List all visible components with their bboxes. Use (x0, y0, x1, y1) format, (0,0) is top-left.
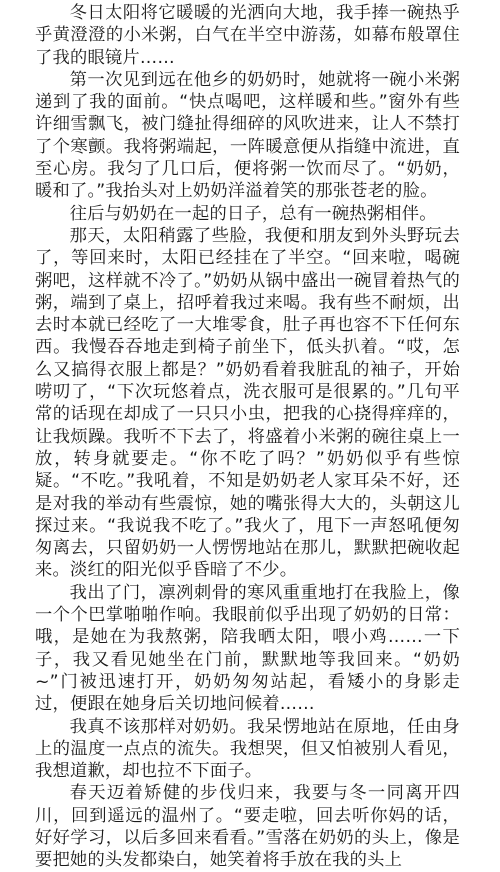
paragraph-2: 第一次见到远在他乡的奶奶时，她就将一碗小米粥递到了我的面前。“快点喝吧，这样暖和些。”窗外有些许细雪飘飞，被门缝扯得细碎的风吹进来，让人不禁打了个寒颤。我将粥端起，一阵暖意便从指缝中流进，直至心房。我匀了几口后，便将粥一饮而尽了。“奶奶，暖和了。”我抬头对上奶奶洋溢着笑的那张苍老的脸。 (35, 69, 460, 202)
paragraph-1: 冬日太阳将它暖暖的光洒向大地，我手捧一碗热乎乎黄澄澄的小米粥，白气在半空中游荡，如幕布般罩住了我的眼镜片…… (35, 3, 460, 68)
paragraph-7: 春天迈着矫健的步伐归来，我要与冬一同离开四川，回到遥远的温州了。“要走啦，回去听你妈的话，好好学习，以后多回来看看。”雪落在奶奶的头上，像是要把她的头发都染白，她笑着将手放在我的头上 (35, 783, 460, 871)
paragraph-5: 我出了门，凛冽刺骨的寒风重重地打在我脸上，像一个个巴掌啪啪作响。我眼前似乎出现了奶奶的日常：哦，是她在为我熬粥，陪我晒太阳，喂小鸡……一下子，我又看见她坐在门前，默默地等我回来。“奶奶~”门被迅速打开，奶奶匆匆站起，看矮小的身影走过，便跟在她身后关切地问候着…… (35, 582, 460, 715)
paragraph-3: 往后与奶奶在一起的日子，总有一碗热粥相伴。 (69, 203, 437, 224)
paragraph-6: 我真不该那样对奶奶。我呆愣地站在原地，任由身上的温度一点点的流失。我想哭，但又怕被别人看见，我想道歉，却也拉不下面子。 (35, 716, 460, 782)
paragraph-4: 那天，太阳稍露了些脸，我便和朋友到外头野玩去了，等回来时，太阳已经挂在了半空。“回来啦，喝碗粥吧，这样就不冷了。”奶奶从锅中盛出一碗冒着热气的粥，端到了桌上，招呼着我过来喝。我有些不耐烦，出去时本就已经吃了一大堆零食，肚子再也容不下任何东西。我慢吞吞地走到椅子前坐下，低头扒着。“哎，怎么又搞得衣服上都是？”奶奶看着我脏乱的袖子，开始唠叨了，“下次玩悠着点，洗衣服可是很累的。”几句平常的话现在却成了一只只小虫，把我的心挠得痒痒的，让我烦躁。我听不下去了，将盛着小米粥的碗往桌上一放，转身就要走。“你不吃了吗？”奶奶似乎有些惊疑。“不吃。”我吼着，不知是奶奶老人家耳朵不好，还是对我的举动有些震惊，她的嘴张得大大的，头朝这儿探过来。“我说我不吃了。”我火了，甩下一声怒吼便匆匆离去，只留奶奶一人愣愣地站在那儿，默默把碗收起来。淡红的阳光似乎昏暗了不少。 (35, 225, 460, 581)
essay-body (35, 2, 460, 872)
